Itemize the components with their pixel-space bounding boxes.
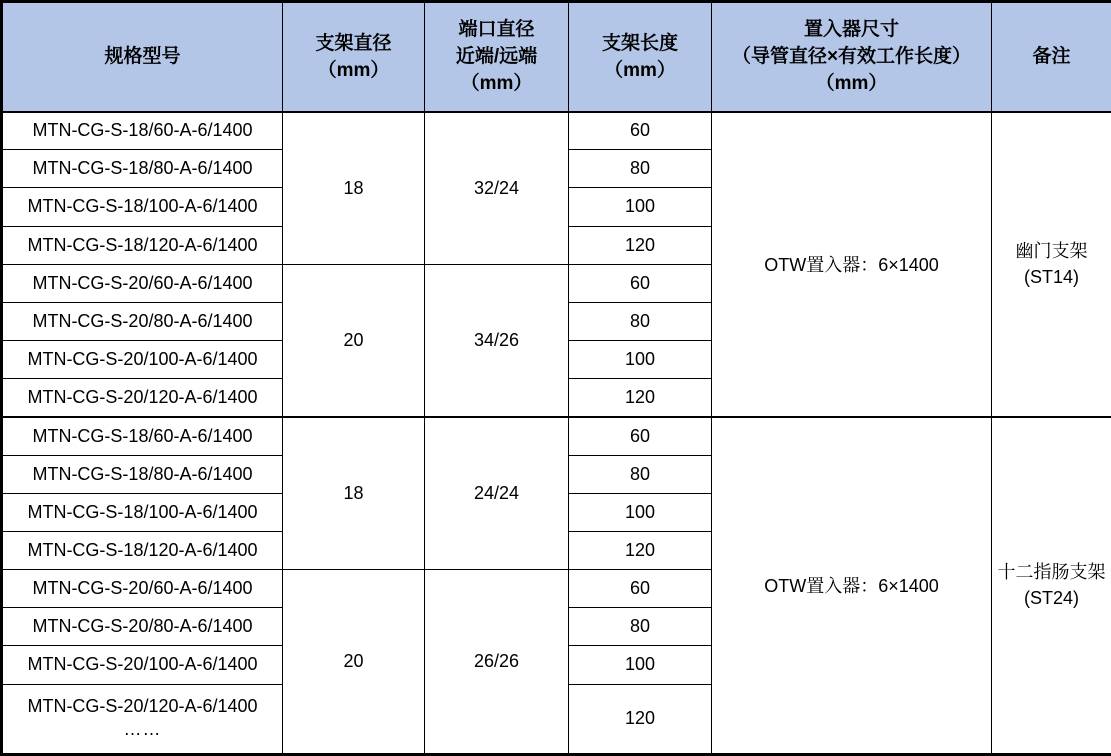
model-cell: MTN-CG-S-20/120-A-6/1400: [2, 379, 283, 417]
length-cell: 100: [569, 341, 712, 379]
length-cell: 100: [569, 188, 712, 226]
model-cell: [2, 684, 283, 754]
header-remark: 备注: [992, 2, 1111, 112]
table-row: [2, 417, 1111, 455]
length-cell: 80: [569, 455, 712, 493]
remark-cell: [992, 417, 1111, 755]
delivery-cell: OTW置入器：6×1400: [712, 112, 992, 417]
length-cell: 100: [569, 646, 712, 684]
length-cell: 80: [569, 150, 712, 188]
header-model-label: 规格型号: [104, 46, 181, 68]
port-cell: 26/26: [425, 570, 569, 755]
model-cell: MTN-CG-S-18/80-A-6/1400: [2, 150, 283, 188]
ellipsis-text: ……: [123, 719, 162, 740]
diameter-cell: 20: [283, 570, 425, 755]
diameter-cell: 20: [283, 264, 425, 417]
length-cell: 120: [569, 379, 712, 417]
header-delivery-size: 置入器尺寸 （导管直径×有效工作长度） （mm）: [712, 2, 992, 112]
table-row: [2, 112, 1111, 150]
model-cell: MTN-CG-S-18/120-A-6/1400: [2, 531, 283, 569]
diameter-cell: 18: [283, 112, 425, 265]
remark-name: 十二指肠支架: [997, 562, 1106, 583]
model-cell: MTN-CG-S-20/100-A-6/1400: [2, 341, 283, 379]
length-cell: 60: [569, 570, 712, 608]
diameter-cell: 18: [283, 417, 425, 570]
model-cell: MTN-CG-S-20/60-A-6/1400: [2, 264, 283, 302]
port-cell: 32/24: [425, 112, 569, 265]
model-cell: MTN-CG-S-20/60-A-6/1400: [2, 570, 283, 608]
model-cell: MTN-CG-S-18/60-A-6/1400: [2, 112, 283, 150]
header-port-diameter: 端口直径 近端/远端 （mm）: [425, 2, 569, 112]
header-model: [2, 2, 283, 112]
length-cell: 60: [569, 417, 712, 455]
length-cell: 80: [569, 302, 712, 340]
header-stent-length: 支架长度 （mm）: [569, 2, 712, 112]
model-cell: MTN-CG-S-18/80-A-6/1400: [2, 455, 283, 493]
header-stent-diameter: 支架直径 （mm）: [283, 2, 425, 112]
length-cell: 120: [569, 226, 712, 264]
model-cell: MTN-CG-S-18/100-A-6/1400: [2, 493, 283, 531]
length-cell: 80: [569, 608, 712, 646]
model-cell: MTN-CG-S-20/80-A-6/1400: [2, 608, 283, 646]
model-cell: MTN-CG-S-20/80-A-6/1400: [2, 302, 283, 340]
model-cell: MTN-CG-S-20/100-A-6/1400: [2, 646, 283, 684]
length-cell: 60: [569, 112, 712, 150]
header-row: [2, 2, 1111, 112]
length-cell: 100: [569, 493, 712, 531]
remark-name: 幽门支架: [1015, 241, 1088, 262]
model-cell: MTN-CG-S-18/100-A-6/1400: [2, 188, 283, 226]
length-cell: 120: [569, 684, 712, 754]
model-cell: MTN-CG-S-18/60-A-6/1400: [2, 417, 283, 455]
remark-code: (ST24): [1023, 588, 1079, 609]
model-text: MTN-CG-S-20/120-A-6/1400: [27, 696, 258, 717]
remark-cell: [992, 112, 1111, 417]
port-cell: 34/26: [425, 264, 569, 417]
length-cell: 60: [569, 264, 712, 302]
port-cell: 24/24: [425, 417, 569, 570]
length-cell: 120: [569, 531, 712, 569]
model-cell: MTN-CG-S-18/120-A-6/1400: [2, 226, 283, 264]
remark-code: (ST14): [1023, 267, 1079, 288]
delivery-cell: OTW置入器：6×1400: [712, 417, 992, 755]
